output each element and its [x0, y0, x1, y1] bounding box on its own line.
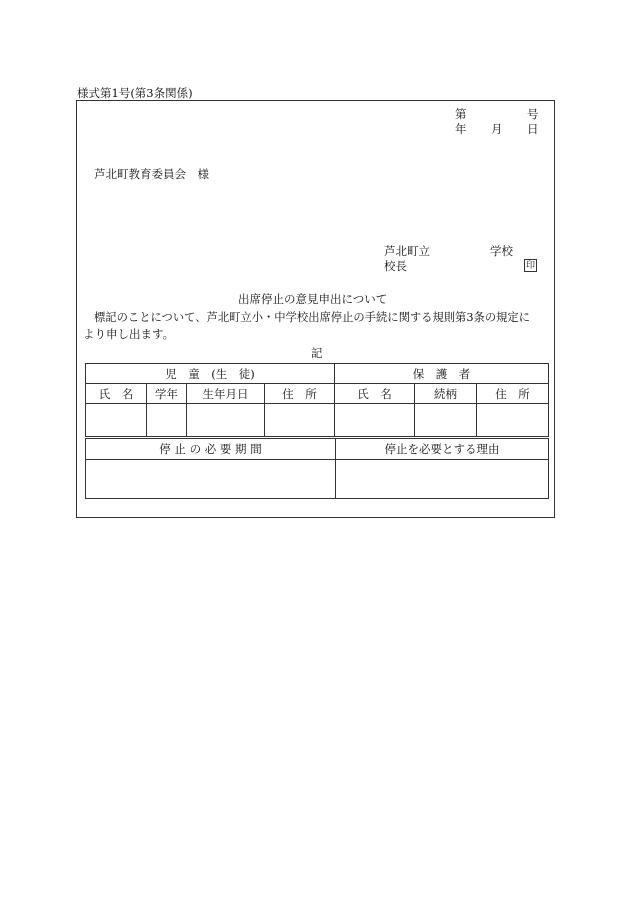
date-year: 年: [455, 122, 467, 136]
addressee: 芦北町教育委員会 様: [94, 167, 209, 181]
number-go: 号: [527, 107, 539, 121]
cell-grade[interactable]: [147, 404, 187, 437]
cell-student-address[interactable]: [265, 404, 335, 437]
reason-header: 停止を必要とする理由: [336, 439, 549, 460]
period-header: 停 止 の 必 要 期 間: [86, 439, 336, 460]
cell-relationship[interactable]: [415, 404, 477, 437]
sender-town: 芦北町立: [384, 244, 430, 258]
form-label: 様式第1号(第3条関係): [77, 86, 193, 100]
col-grade: 学年: [147, 384, 187, 404]
cell-student-name[interactable]: [86, 404, 147, 437]
student-guardian-table: [85, 363, 549, 437]
number-dai: 第: [455, 107, 467, 121]
cell-guardian-address[interactable]: [477, 404, 549, 437]
body-line-2: より申し出ます。: [83, 327, 175, 341]
cell-birthdate[interactable]: [187, 404, 265, 437]
col-guardian-address: 住 所: [477, 384, 549, 404]
cell-reason[interactable]: [336, 460, 549, 499]
document-title: 出席停止の意見申出について: [238, 292, 388, 306]
seal-stamp: 印: [525, 261, 535, 271]
col-student-name: 氏 名: [86, 384, 147, 404]
guardian-group-header: 保 護 者: [335, 364, 549, 384]
col-relationship: 続柄: [415, 384, 477, 404]
date-month: 月: [491, 122, 503, 136]
period-reason-table: [85, 438, 549, 499]
sender-principal: 校長: [384, 259, 407, 273]
col-student-address: 住 所: [265, 384, 335, 404]
sender-school: 学校: [490, 244, 513, 258]
cell-guardian-name[interactable]: [335, 404, 415, 437]
col-birthdate: 生年月日: [187, 384, 265, 404]
body-line-1: 標記のことについて、芦北町立小・中学校出席停止の手続に関する規則第3条の規定に: [94, 311, 531, 324]
ki-label: 記: [311, 346, 323, 360]
cell-period[interactable]: [86, 460, 336, 499]
date-day: 日: [527, 122, 539, 136]
col-guardian-name: 氏 名: [335, 384, 415, 404]
student-group-header: 児 童 (生 徒): [86, 364, 335, 384]
